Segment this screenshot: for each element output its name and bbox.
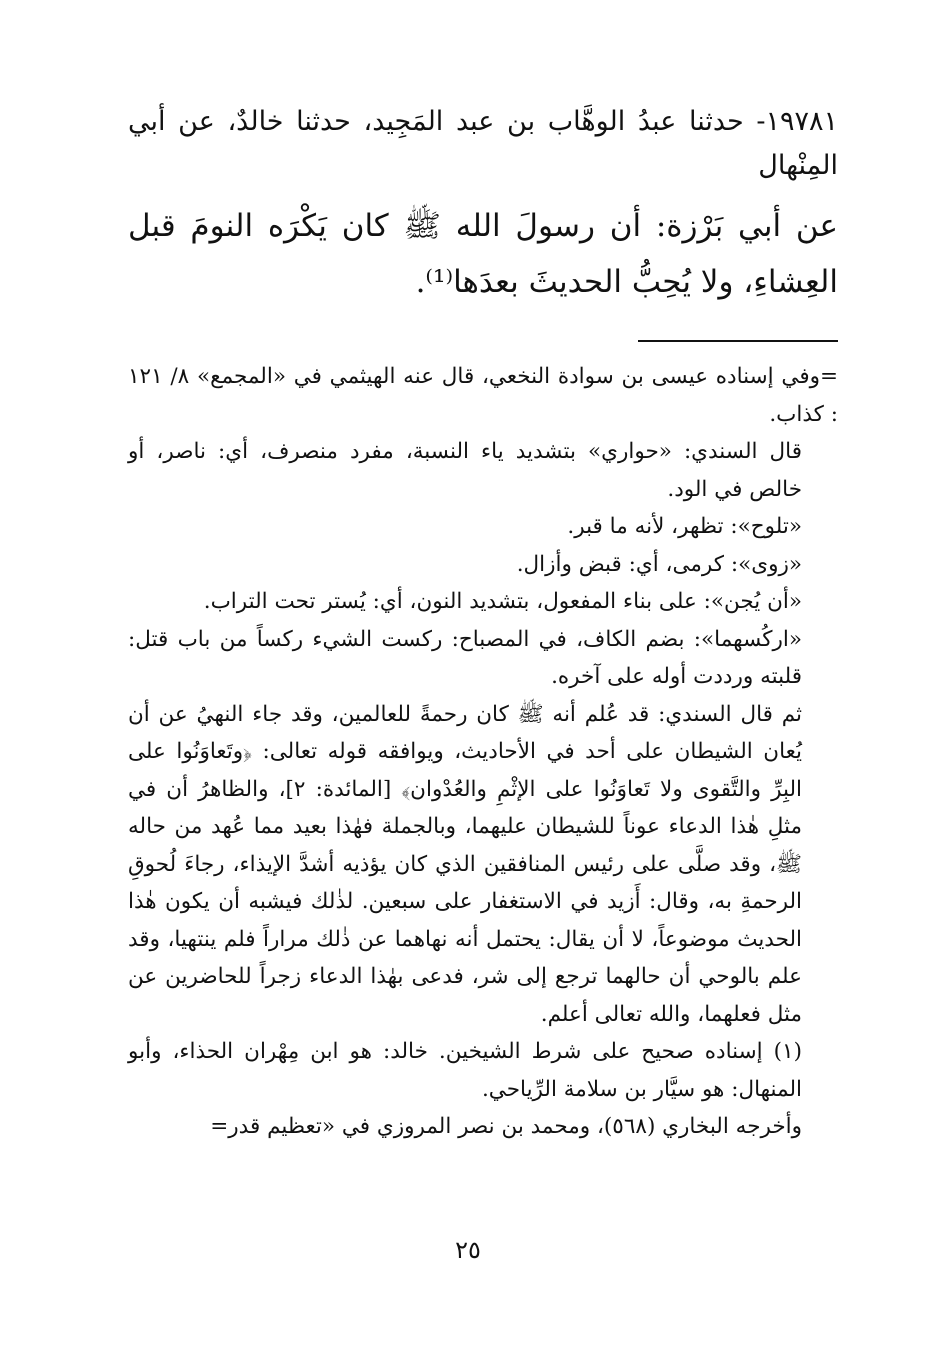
hadith-isnad: ١٩٧٨١- حدثنا عبدُ الوهَّاب بن عبد المَجِيد، حدثنا خالدٌ، عن أبي المِنْهال	[128, 106, 838, 181]
page-number: ٢٥	[455, 1236, 481, 1264]
footnotes-section	[128, 358, 838, 1146]
footnote-paragraph: قال السندي: «حواري» بتشديد ياء النسبة، مفرد منصرف، أي: ناصر، أو خالص في الود.	[128, 439, 802, 502]
hadith-matn: عن أبي بَرْزة: أن رسولَ الله ﷺ كان يَكْرَه النومَ قبل العِشاءِ، ولا يُحِبُّ الحديثَ بعدَها⁽¹⁾.	[128, 208, 838, 300]
hadith-block	[128, 100, 838, 310]
footnote-divider	[638, 340, 838, 342]
footnote-paragraph: «تلوح»: تظهر، لأنه ما قبر.	[567, 514, 802, 539]
footnote-paragraph: «زوى»: كرمى، أي: قبض وأزال.	[516, 551, 802, 577]
footnote-paragraph: ثم قال السندي: قد عُلم أنه ﷺ كان رحمةً للعالمين، وقد جاء النهيُ عن أن يُعان الشيطان على أحد في الأحاديث، ويوافقه قوله تعالى: ﴿وتَعاوَنُوا على البِرِّ والتَّقوى ولا تَعاوَنُوا على الإثْمِ والعُدْوان﴾ [المائدة: ٢]، والظاهرُ أن في مثلِ هٰذا الدعاء عوناً للشيطان عليهما، وبالجملة فهٰذا بعيد مما عُهد من حاله ﷺ، وقد صلَّى على رئيس المنافقين الذي كان يؤذيه أشدَّ الإيذاء، رجاءَ لُحوقِ الرحمةِ به، وقال: أَزيد في الاستغفار على سبعين. لذٰلك فيشبه أن يكون هٰذا الحديث موضوعاً، لا أن يقال: يحتمل أنه نهاهما عن ذٰلك مراراً فلم ينتهيا، وقد علم بالوحي أن حالهما ترجع إلى شر، فدعى بهٰذا الدعاء زجراً للحاضرين عن مثل فعلهما، والله تعالى أعلم.	[128, 701, 802, 1027]
footnote-paragraph: «اركُسهما»: بضم الكاف، في المصباح: ركست الشيء ركساً من باب قتل: قلبته ورددت أوله على آخره.	[128, 626, 802, 689]
footnote-1: (١) إسناده صحيح على شرط الشيخين. خالد: هو ابن مِهْران الحذاء، وأبو المنهال: هو سيَّار بن سلامة الرِّياحي.	[128, 1039, 802, 1102]
footnote-paragraph: وأخرجه البخاري (٥٦٨)، ومحمد بن نصر المروزي في «تعظيم قدر=	[210, 1114, 802, 1139]
footnote-continuation: =وفي إسناده عيسى بن سوادة النخعي، قال عنه الهيثمي في «المجمع» ٨/ ١٢١ : كذاب.	[128, 364, 838, 427]
footnote-paragraph: «أن يُجن»: على بناء المفعول، بتشديد النون، أي: يُستر تحت التراب.	[203, 589, 802, 614]
